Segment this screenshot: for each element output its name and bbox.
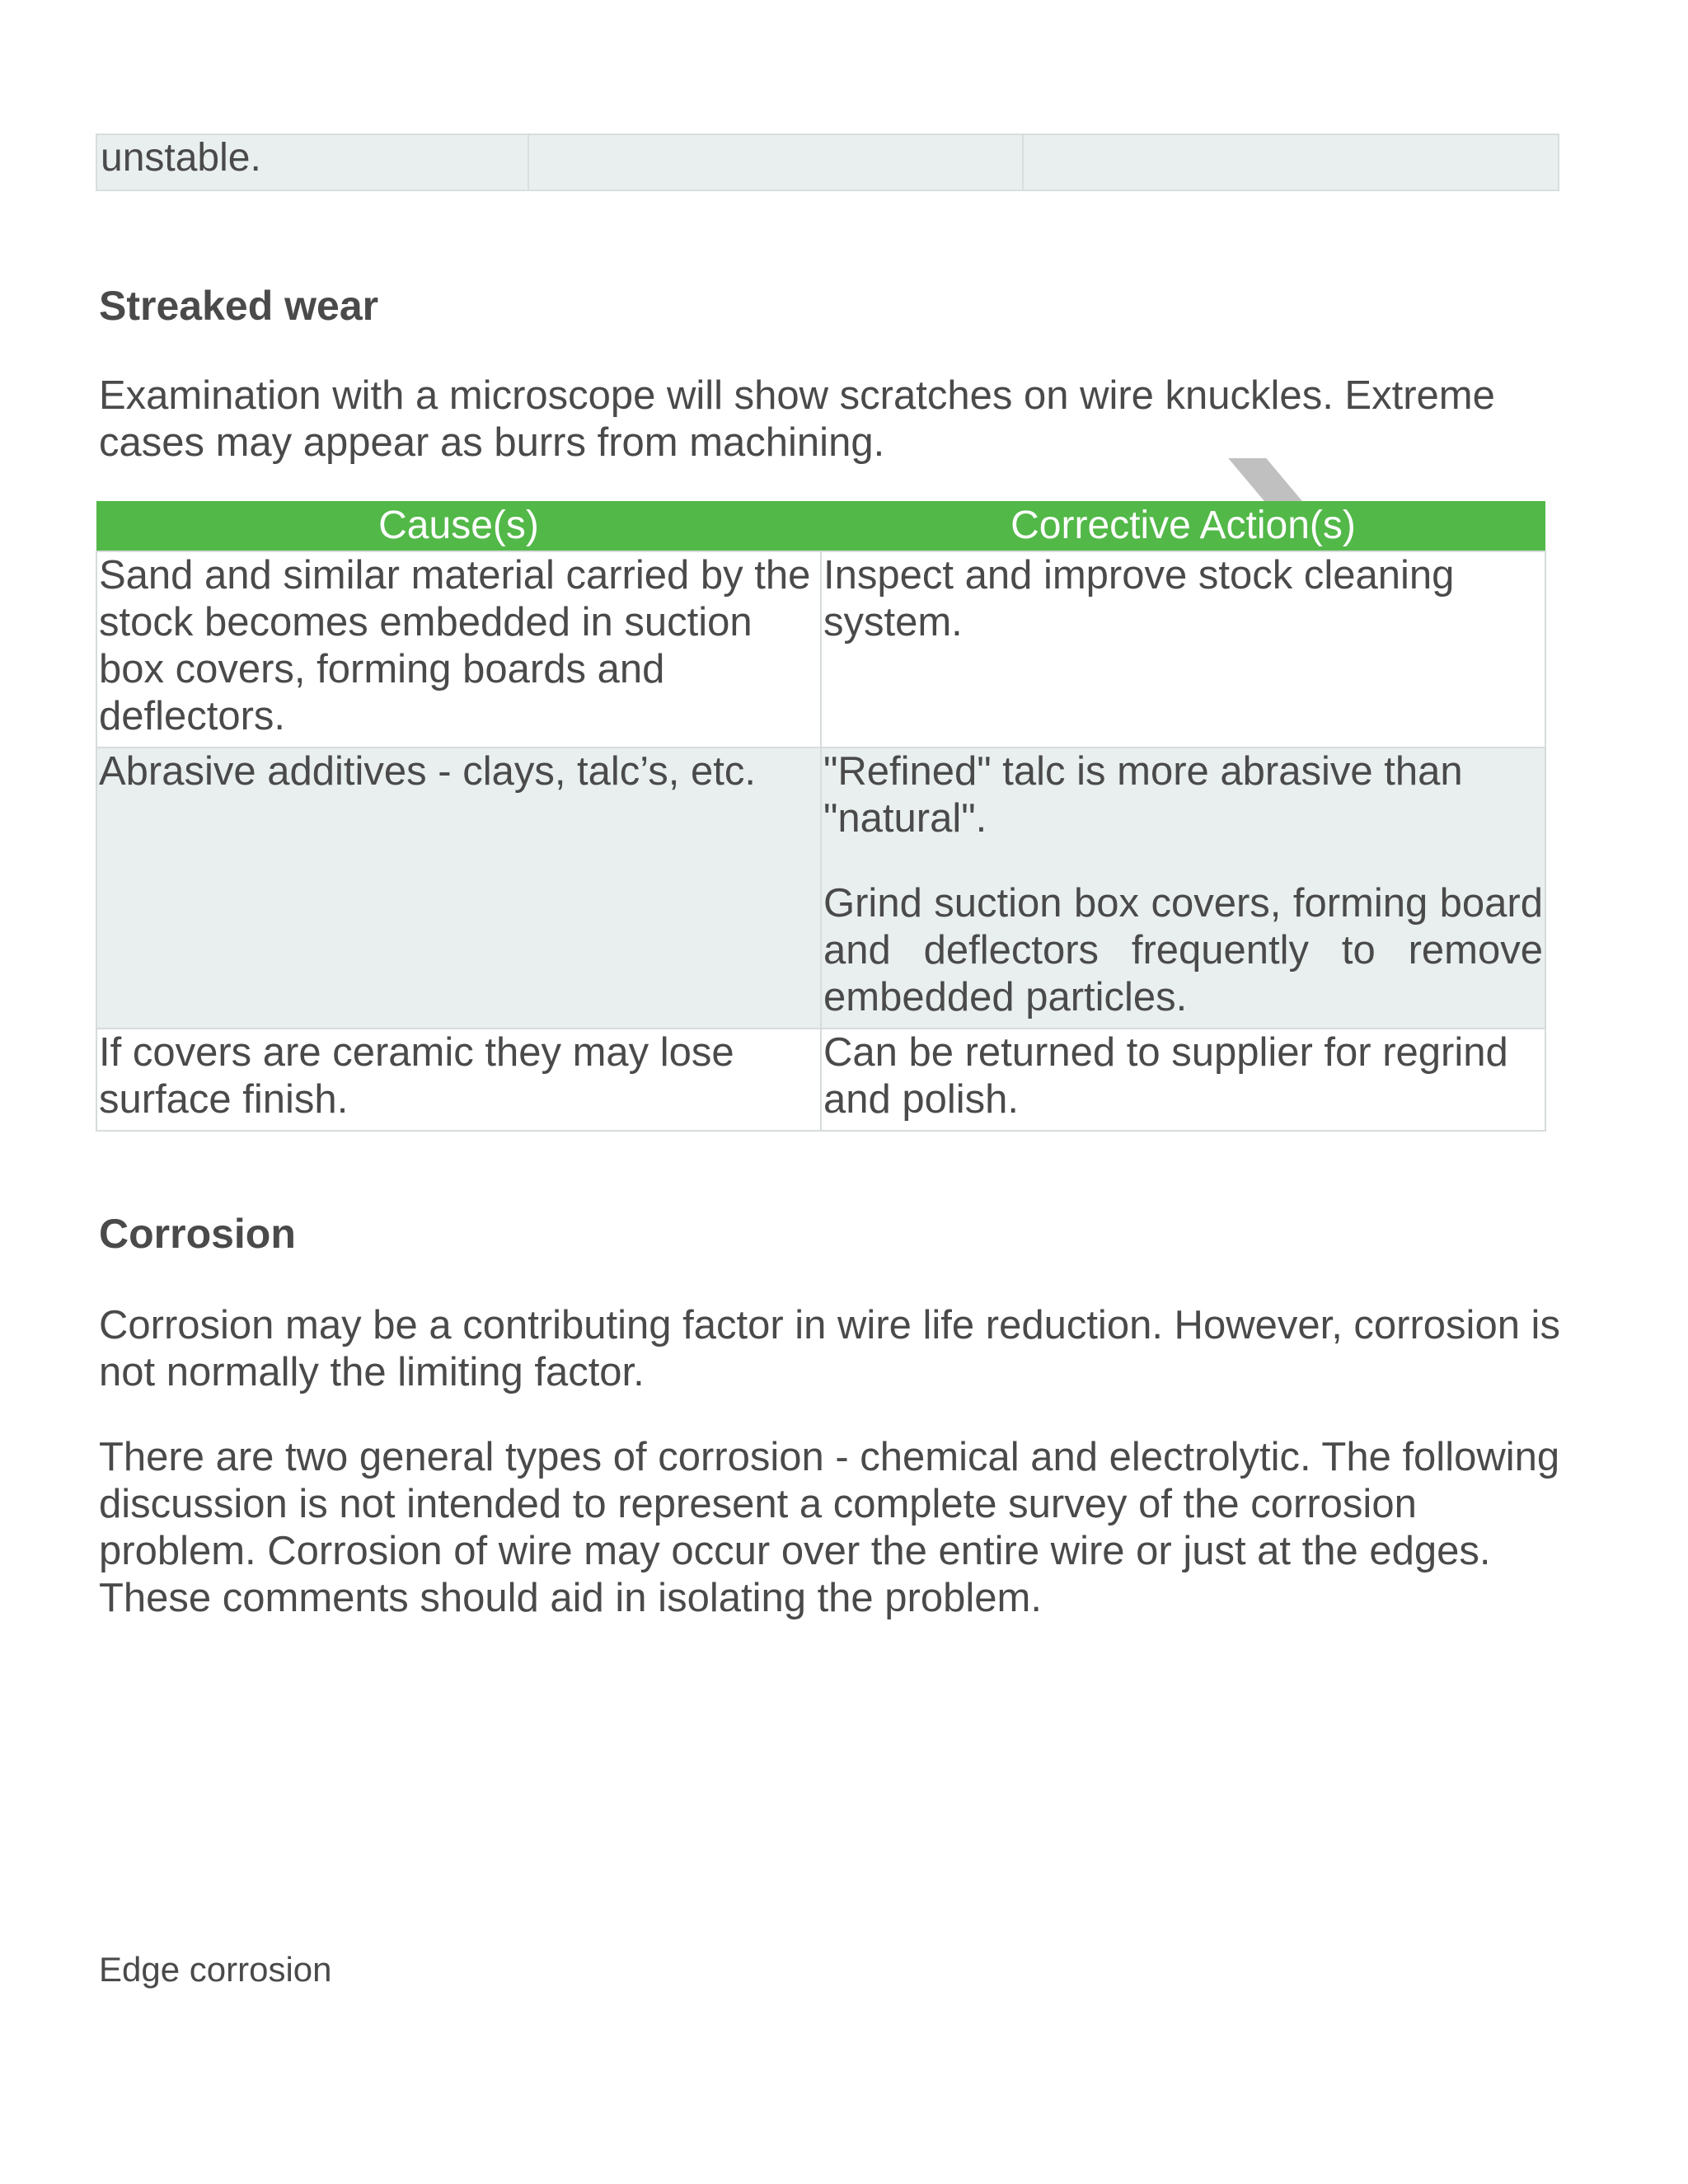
action-cell (821, 551, 1545, 748)
table-cell (528, 134, 1023, 190)
cause-cell: Abrasive additives - clays, talc’s, etc. (96, 748, 821, 1029)
column-header-causes: Cause(s) (96, 501, 821, 551)
previous-table-remnant (96, 134, 1559, 191)
action-text: Can be returned to supplier for regrind and polish. (823, 1030, 1508, 1122)
section-heading-corrosion: Corrosion (99, 1211, 296, 1257)
column-header-corrective-actions: Corrective Action(s) (821, 501, 1545, 551)
section-heading-streaked-wear: Streaked wear (99, 283, 379, 329)
edge-corrosion-label: Edge corrosion (99, 1950, 332, 1989)
table-cell (1023, 134, 1559, 190)
action-cell (821, 1029, 1545, 1131)
table-row (96, 748, 1545, 1029)
action-text: Inspect and improve stock cleaning system. (823, 553, 1455, 644)
table-row (96, 134, 1559, 190)
cause-cell: Sand and similar material carried by the stock becomes embedded in suction box covers, forming boards and deflectors. (96, 551, 821, 748)
table-cell: unstable. (96, 134, 528, 190)
action-text: "Refined" talc is more abrasive than "natural". (823, 749, 1463, 841)
table-row (96, 1029, 1545, 1131)
action-cell (821, 748, 1545, 1029)
cause-cell: If covers are ceramic they may lose surface finish. (96, 1029, 821, 1131)
table-header-row (96, 501, 1545, 551)
corrosion-paragraph-1: Corrosion may be a contributing factor in wire life reduction. However, corrosion is not normally the limiting factor. (99, 1303, 1560, 1394)
action-text: Grind suction box covers, forming board and deflectors frequently to remove embedded particles. (823, 881, 1543, 1019)
streaked-wear-paragraph: Examination with a microscope will show scratches on wire knuckles. Extreme cases may appear as burrs from machining. (99, 373, 1495, 465)
cause-action-table (96, 501, 1546, 1132)
table-row (96, 551, 1545, 748)
corrosion-paragraph-2: There are two general types of corrosion - chemical and electrolytic. The following discussion is not intended to represent a complete survey of the corrosion problem. Corrosion of wire may occur over the entire wire or just at the edges. These comments should aid in isolating the problem. (99, 1435, 1560, 1620)
